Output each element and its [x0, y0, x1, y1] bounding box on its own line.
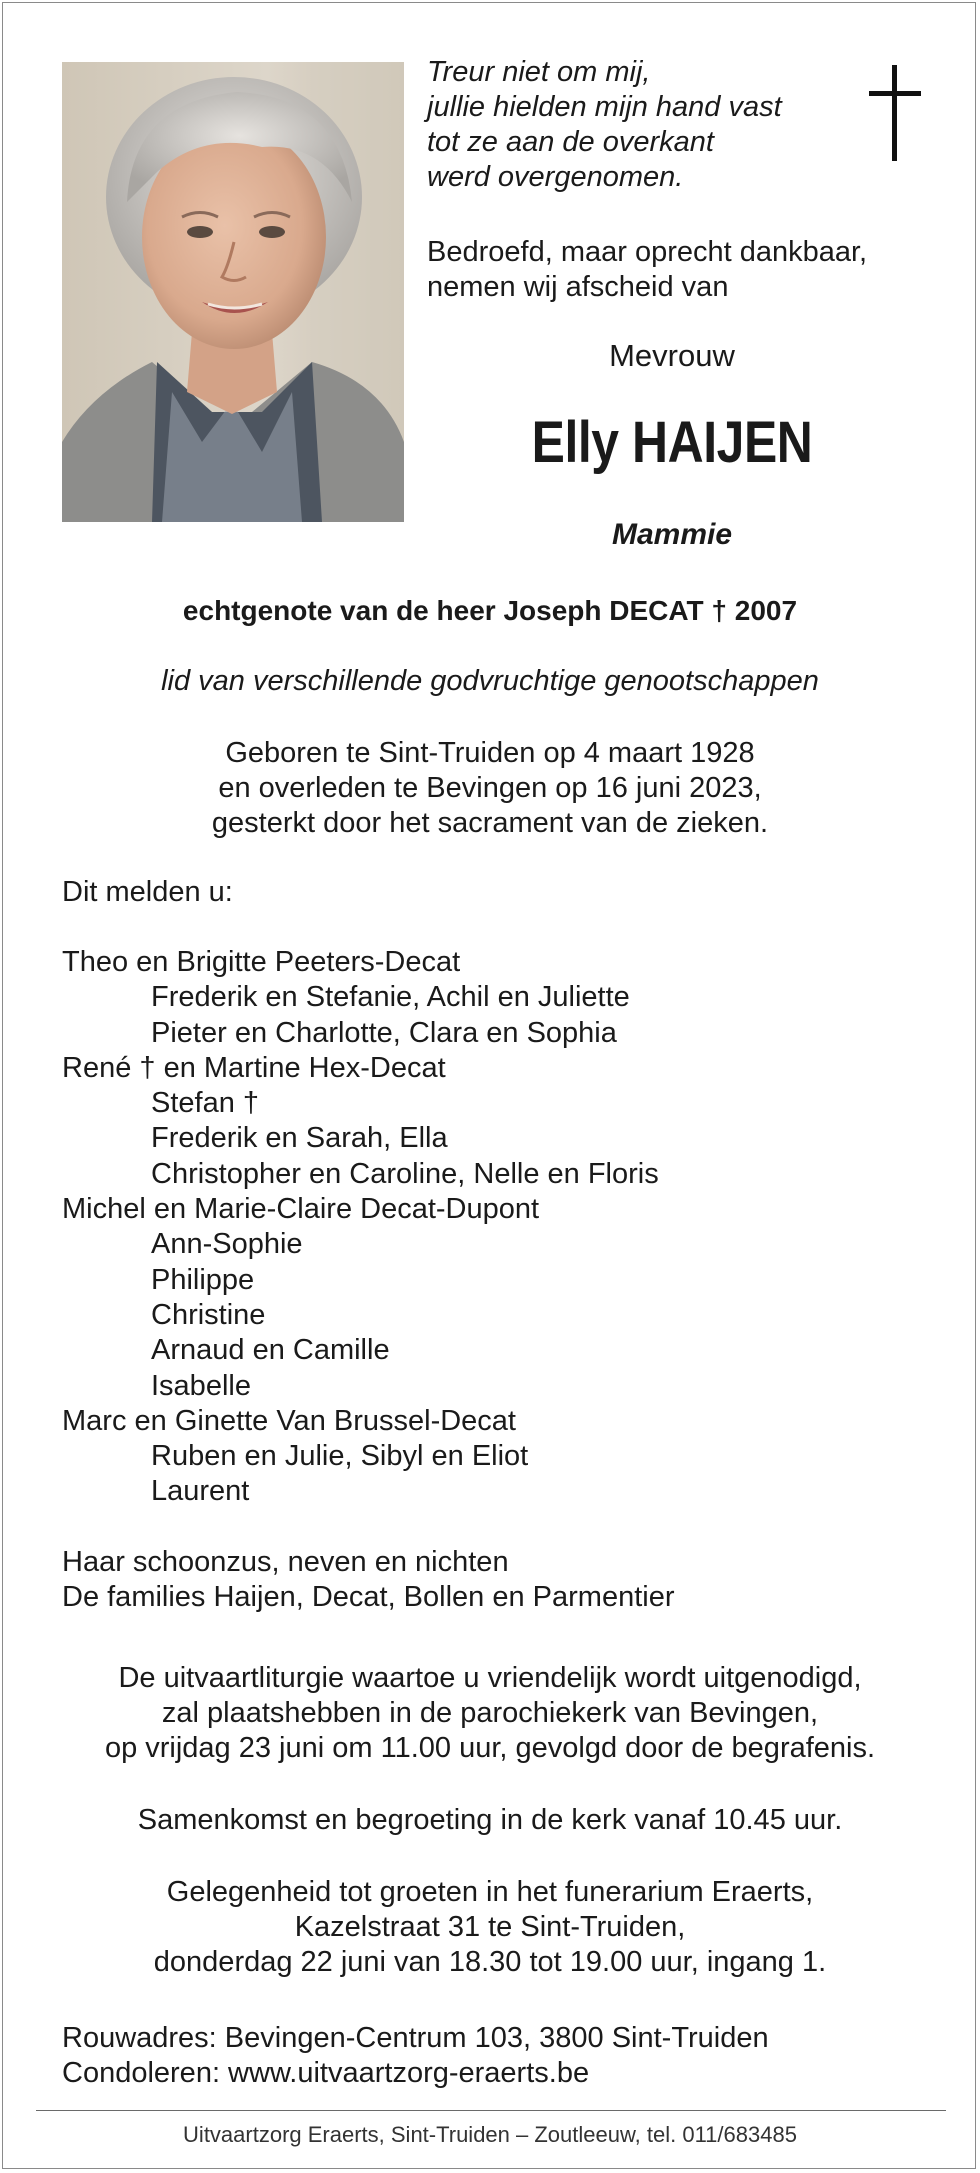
family-list [62, 945, 942, 1510]
extended-family-line: Haar schoonzus, neven en nichten [62, 1546, 509, 1578]
visitation-info [3, 1875, 977, 1980]
mourning-address: Rouwadres: Bevingen-Centrum 103, 3800 Sint-Truiden [62, 2022, 769, 2054]
visitation-line: Gelegenheid tot groeten in het funerarium Eraerts, [166, 1876, 814, 1908]
portrait-illustration [62, 62, 404, 522]
condolence-link[interactable]: Condoleren: www.uitvaartzorg-eraerts.be [62, 2057, 590, 2089]
family-member: Christine [151, 1298, 266, 1331]
birth-death-line: en overleden te Bevingen op 16 juni 2023, [218, 772, 762, 804]
memorial-poem [427, 55, 847, 195]
gathering-info: Samenkomst en begroeting in de kerk vanaf 10.45 uur. [137, 1804, 843, 1836]
extended-family-line: De families Haijen, Decat, Bollen en Parmentier [62, 1581, 675, 1613]
birth-death-line: gesterkt door het sacrament van de zieken. [211, 807, 769, 839]
family-member: Isabelle [151, 1369, 251, 1402]
intro-line: Bedroefd, maar oprecht dankbaar, [427, 236, 868, 268]
obituary-card [2, 2, 976, 2169]
family-member: Michel en Marie-Claire Decat-Dupont [62, 1193, 540, 1226]
intro-line: nemen wij afscheid van [427, 271, 729, 303]
family-member: Ann-Sophie [151, 1228, 303, 1261]
funeral-home-footer: Uitvaartzorg Eraerts, Sint-Truiden – Zoutleeuw, tel. 011/683485 [183, 2122, 797, 2147]
liturgy-info [3, 1661, 977, 1766]
poem-line: werd overgenomen. [427, 161, 684, 193]
family-member: René † en Martine Hex-Decat [62, 1051, 446, 1084]
visitation-line: Kazelstraat 31 te Sint-Truiden, [294, 1911, 686, 1943]
liturgy-line: op vrijdag 23 juni om 11.00 uur, gevolgd door de begrafenis. [104, 1732, 876, 1764]
family-member: Ruben en Julie, Sibyl en Eliot [151, 1440, 529, 1473]
poem-line: tot ze aan de overkant [427, 126, 714, 158]
nickname: Mammie [611, 518, 733, 551]
family-member: Frederik en Sarah, Ella [151, 1122, 448, 1155]
intro-text [427, 235, 947, 305]
birth-death-info [3, 736, 977, 841]
family-member: Laurent [151, 1475, 250, 1508]
latin-cross-icon [865, 63, 925, 163]
family-member: Theo en Brigitte Peeters-Decat [62, 946, 461, 978]
liturgy-line: zal plaatshebben in de parochiekerk van Bevingen, [161, 1697, 819, 1729]
spouse-line: echtgenote van de heer Joseph DECAT † 2007 [182, 595, 798, 626]
family-member: Philippe [151, 1263, 255, 1296]
poem-line: jullie hielden mijn hand vast [427, 91, 782, 123]
honorific: Mevrouw [609, 338, 735, 373]
family-member: Christopher en Caroline, Nelle en Floris [151, 1157, 659, 1190]
poem-line: Treur niet om mij, [427, 56, 651, 88]
family-member: Marc en Ginette Van Brussel-Decat [62, 1404, 516, 1437]
membership-line: lid van verschillende godvruchtige genootschappen [161, 665, 819, 697]
footer-divider [36, 2110, 946, 2111]
family-member: Frederik en Stefanie, Achil en Juliette [151, 981, 630, 1014]
liturgy-line: De uitvaartliturgie waartoe u vriendelijk wordt uitgenodigd, [118, 1662, 862, 1694]
visitation-line: donderdag 22 juni van 18.30 tot 19.00 uur, ingang 1. [153, 1946, 827, 1978]
birth-death-line: Geboren te Sint-Truiden op 4 maart 1928 [225, 737, 755, 769]
portrait-photo [62, 62, 404, 522]
family-member: Arnaud en Camille [151, 1334, 390, 1367]
announce-line: Dit melden u: [62, 876, 233, 908]
extended-family [62, 1545, 675, 1615]
family-member: Stefan † [151, 1087, 260, 1120]
contact-info [62, 2021, 769, 2091]
deceased-name: Elly HAIJEN [531, 410, 813, 475]
family-member: Pieter en Charlotte, Clara en Sophia [151, 1016, 617, 1049]
